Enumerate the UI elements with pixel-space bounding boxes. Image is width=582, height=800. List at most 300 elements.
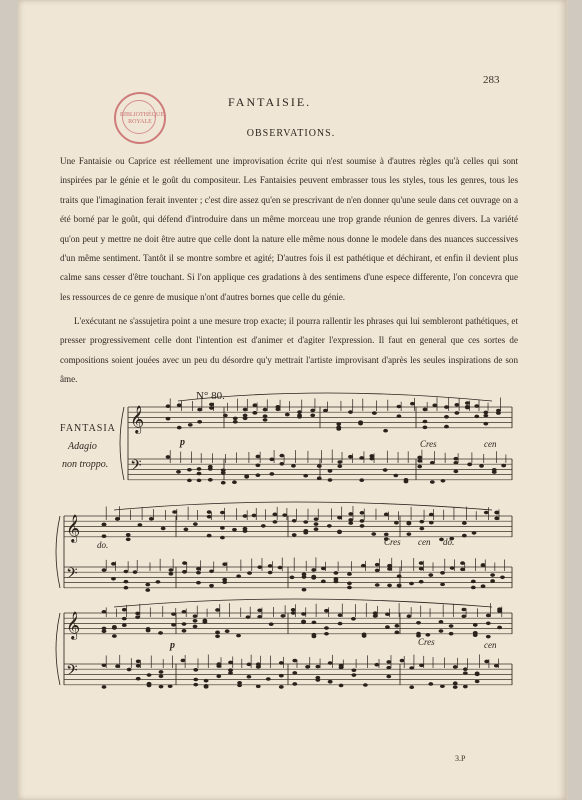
note-head (385, 612, 390, 616)
note-head (440, 684, 445, 688)
note-head (328, 661, 333, 665)
note-head (497, 607, 502, 611)
note-head (348, 410, 353, 414)
note-head (247, 675, 252, 679)
note-head (328, 680, 333, 684)
note-head (252, 411, 257, 415)
note-head (278, 566, 283, 570)
note-head (166, 455, 171, 459)
note-head (337, 464, 342, 468)
note-head (419, 580, 424, 584)
cen-2: cen (418, 537, 431, 547)
note-head (247, 571, 252, 575)
note-head (328, 469, 333, 473)
note-head (393, 474, 398, 478)
note-head (246, 615, 251, 619)
note-head (209, 406, 214, 410)
note-head (483, 422, 488, 426)
note-head (111, 562, 116, 566)
slur (114, 502, 492, 510)
note-head (149, 517, 154, 521)
note-head (339, 684, 344, 688)
note-head (444, 415, 449, 419)
note-head (486, 614, 491, 618)
note-head (347, 586, 352, 590)
note-head (360, 511, 365, 515)
note-head (363, 683, 368, 687)
note-head (359, 478, 364, 482)
note-head (338, 622, 343, 626)
note-head (419, 567, 424, 571)
printer-signature: 3.P (455, 754, 466, 763)
note-head (483, 414, 488, 418)
note-head (386, 666, 391, 670)
note-head (244, 475, 249, 479)
note-head (187, 479, 192, 483)
note-head (269, 458, 274, 462)
cen-3: cen (484, 640, 497, 650)
note-head (102, 610, 107, 614)
note-head (305, 665, 310, 669)
note-head (204, 679, 209, 683)
note-head (311, 575, 316, 579)
note-head (467, 463, 472, 467)
note-head (207, 515, 212, 519)
note-head (291, 464, 296, 468)
note-head (156, 580, 161, 584)
note-head (404, 480, 409, 484)
note-head (282, 513, 287, 517)
note-head (440, 583, 445, 587)
note-head (416, 621, 421, 625)
note-head (362, 634, 367, 638)
note-head (220, 511, 225, 515)
note-head (182, 629, 187, 633)
note-head (481, 563, 486, 567)
note-head (361, 564, 366, 568)
note-head (222, 578, 227, 582)
note-head (351, 673, 356, 677)
note-head (375, 583, 380, 587)
note-head (397, 414, 402, 418)
note-head (302, 588, 307, 592)
note-head (215, 631, 220, 635)
note-head (481, 584, 486, 588)
note-head (327, 524, 332, 528)
note-head (291, 611, 296, 615)
note-head (256, 464, 261, 468)
note-head (263, 418, 268, 422)
note-head (221, 481, 226, 485)
note-head (328, 478, 333, 482)
bass-clef: 𝄢 (66, 662, 78, 683)
note-head (147, 673, 152, 677)
note-head (268, 564, 273, 568)
note-head (497, 626, 502, 630)
note-head (290, 575, 295, 579)
note-head (324, 626, 329, 630)
note-head (385, 625, 390, 629)
cres-1: Cres (420, 439, 437, 449)
note-head (314, 517, 319, 521)
note-head (311, 568, 316, 572)
note-head (225, 629, 230, 633)
note-head (285, 413, 290, 417)
note-head (209, 569, 214, 573)
note-head (279, 685, 284, 689)
note-head (397, 574, 402, 578)
note-head (496, 411, 501, 415)
note-head (243, 417, 248, 421)
note-head (220, 536, 225, 540)
note-head (324, 632, 329, 636)
note-head (453, 685, 458, 689)
brace (120, 407, 124, 480)
note-head (122, 608, 127, 612)
note-head (310, 409, 315, 413)
note-head (236, 574, 241, 578)
note-head (492, 470, 497, 474)
note-head (486, 621, 491, 625)
slur (178, 393, 492, 401)
note-head (292, 533, 297, 537)
note-head (475, 680, 480, 684)
note-head (315, 665, 320, 669)
note-head (216, 662, 221, 666)
note-head (297, 410, 302, 414)
note-head (387, 564, 392, 568)
note-head (465, 401, 470, 405)
note-head (292, 519, 297, 523)
note-head (351, 668, 356, 672)
note-head (337, 460, 342, 464)
treble-clef: 𝄞 (66, 611, 81, 639)
note-head (483, 411, 488, 415)
bass-clef: 𝄢 (66, 565, 78, 586)
note-head (193, 678, 198, 682)
note-head (419, 664, 424, 668)
brace (56, 516, 60, 588)
note-head (193, 625, 198, 629)
note-head (439, 629, 444, 633)
note-head (166, 404, 171, 408)
note-head (124, 570, 129, 574)
note-head (358, 422, 363, 426)
note-head (410, 402, 415, 406)
note-head (197, 479, 202, 483)
note-head (102, 534, 107, 538)
note-head (247, 663, 252, 667)
note-head (256, 685, 261, 689)
note-head (112, 626, 117, 630)
note-head (279, 661, 284, 665)
note-head (317, 476, 322, 480)
note-head (196, 571, 201, 575)
note-head (208, 478, 213, 482)
note-head (279, 454, 284, 458)
note-head (409, 685, 414, 689)
note-head (263, 408, 268, 412)
note-head (490, 573, 495, 577)
note-head (127, 668, 132, 672)
note-head (196, 567, 201, 571)
note-head (122, 617, 127, 621)
note-head (439, 620, 444, 624)
note-head (417, 465, 422, 469)
note-head (177, 426, 182, 430)
note-head (168, 684, 173, 688)
note-head (182, 622, 187, 626)
note-head (454, 411, 459, 415)
note-head (279, 462, 284, 466)
note-head (257, 615, 262, 619)
note-head (158, 631, 163, 635)
note-head (375, 563, 380, 567)
note-head (453, 665, 458, 669)
note-head (338, 613, 343, 617)
note-head (145, 583, 150, 587)
note-head (273, 512, 278, 516)
note-head (133, 570, 138, 574)
note-head (171, 623, 176, 627)
note-head (351, 617, 356, 621)
note-head (301, 612, 306, 616)
note-head (303, 531, 308, 535)
note-head (172, 510, 177, 514)
note-head (256, 662, 261, 666)
note-head (159, 670, 164, 674)
note-head (460, 561, 465, 565)
note-head (266, 677, 271, 681)
note-head (233, 417, 238, 421)
note-head (176, 470, 181, 474)
note-head (373, 611, 378, 615)
dynamic-p-2: p (170, 640, 175, 651)
note-head (324, 609, 329, 613)
note-head (291, 608, 296, 612)
note-head (269, 472, 274, 476)
note-head (384, 513, 389, 517)
note-head (484, 660, 489, 664)
note-head (182, 570, 187, 574)
note-head (347, 572, 352, 576)
note-head (297, 415, 302, 419)
note-head (428, 573, 433, 577)
note-head (460, 568, 465, 572)
cres-3: Cres (418, 637, 435, 647)
note-head (500, 575, 505, 579)
note-head (268, 571, 273, 575)
note-head (339, 664, 344, 668)
note-head (453, 461, 458, 465)
note-head (220, 526, 225, 530)
note-head (419, 520, 424, 524)
note-head (323, 409, 328, 413)
note-head (310, 414, 315, 418)
note-head (386, 675, 391, 679)
note-head (423, 420, 428, 424)
score-number: N° 80. (196, 390, 225, 402)
note-head (397, 584, 402, 588)
note-head (169, 572, 174, 576)
note-head (177, 403, 182, 407)
note-head (303, 474, 308, 478)
bass-clef: 𝄢 (130, 457, 142, 478)
note-head (423, 408, 428, 412)
note-head (204, 685, 209, 689)
note-head (473, 631, 478, 635)
note-head (394, 630, 399, 634)
note-head (337, 516, 342, 520)
note-head (419, 561, 424, 565)
note-head (372, 411, 377, 415)
note-head (216, 674, 221, 678)
note-head (169, 568, 174, 572)
note-head (501, 464, 506, 468)
note-head (256, 473, 261, 477)
note-head (193, 522, 198, 526)
note-head (359, 456, 364, 460)
brace (56, 613, 60, 685)
treble-clef: 𝄞 (66, 514, 81, 542)
note-head (473, 623, 478, 627)
note-head (314, 522, 319, 526)
note-head (243, 408, 248, 412)
page-number: 283 (483, 74, 500, 86)
note-head (444, 425, 449, 429)
note-head (215, 608, 220, 612)
note-head (243, 529, 248, 533)
note-head (135, 612, 140, 616)
note-head (193, 614, 198, 618)
note-head (136, 660, 141, 664)
note-head (475, 673, 480, 677)
note-head (474, 415, 479, 419)
note-head (228, 661, 233, 665)
note-head (275, 407, 280, 411)
note-head (432, 403, 437, 407)
note-head (409, 666, 414, 670)
note-head (102, 685, 107, 689)
note-head (161, 527, 166, 531)
note-head (336, 422, 341, 426)
note-head (348, 455, 353, 459)
note-head (494, 517, 499, 521)
note-head (124, 580, 129, 584)
note-head (312, 621, 317, 625)
note-head (273, 520, 278, 524)
note-head (182, 610, 187, 614)
note-head (409, 582, 414, 586)
do-2: do. (443, 537, 455, 547)
note-head (400, 659, 405, 663)
note-head (196, 581, 201, 585)
note-head (479, 464, 484, 468)
note-head (233, 420, 238, 424)
note-head (181, 659, 186, 663)
cen-1: cen (484, 439, 497, 449)
note-head (449, 624, 454, 628)
stamp-text: BIBLIOTHÈQUE ROYALE (120, 112, 164, 125)
note-head (494, 664, 499, 668)
note-head (406, 532, 411, 536)
note-head (292, 659, 297, 663)
note-head (263, 414, 268, 418)
do-1: do. (97, 540, 109, 550)
note-head (430, 480, 435, 484)
note-head (360, 524, 365, 528)
note-head (386, 660, 391, 664)
note-head (490, 579, 495, 583)
note-head (394, 624, 399, 628)
note-head (209, 584, 214, 588)
note-head (197, 467, 202, 471)
note-head (441, 479, 446, 483)
note-head (115, 664, 120, 668)
note-head (429, 513, 434, 517)
treble-clef: 𝄞 (130, 405, 145, 433)
note-head (461, 614, 466, 618)
note-head (463, 667, 468, 671)
note-head (279, 674, 284, 678)
note-head (407, 614, 412, 618)
note-head (159, 685, 164, 689)
note-head (374, 663, 379, 667)
note-head (440, 571, 445, 575)
note-head (486, 635, 491, 639)
note-head (348, 512, 353, 516)
note-head (112, 634, 117, 638)
note-head (430, 461, 435, 465)
note-head (243, 514, 248, 518)
note-head (197, 420, 202, 424)
note-head (184, 528, 189, 532)
tempo-adagio: Adagio (68, 441, 97, 452)
note-head (303, 520, 308, 524)
note-head (417, 456, 422, 460)
note-head (292, 671, 297, 675)
note-head (454, 403, 459, 407)
note-head (334, 571, 339, 575)
note-head (419, 527, 424, 531)
note-head (462, 534, 467, 538)
note-head (321, 580, 326, 584)
note-head (474, 404, 479, 408)
note-head (453, 470, 458, 474)
note-head (166, 417, 171, 421)
tempo-non-troppo: non troppo. (62, 459, 109, 470)
note-head (138, 523, 143, 527)
note-head (453, 681, 458, 685)
cres-2: Cres (384, 537, 401, 547)
note-head (221, 471, 226, 475)
note-head (471, 586, 476, 590)
note-head (337, 531, 342, 535)
note-head (187, 468, 192, 472)
note-head (484, 511, 489, 515)
note-head (193, 683, 198, 687)
note-head (428, 682, 433, 686)
note-head (102, 568, 107, 572)
note-head (135, 615, 140, 619)
note-head (261, 524, 266, 528)
note-head (208, 467, 213, 471)
note-head (292, 682, 297, 686)
note-head (197, 472, 202, 476)
note-head (257, 565, 262, 569)
note-head (146, 629, 151, 633)
note-head (384, 533, 389, 537)
